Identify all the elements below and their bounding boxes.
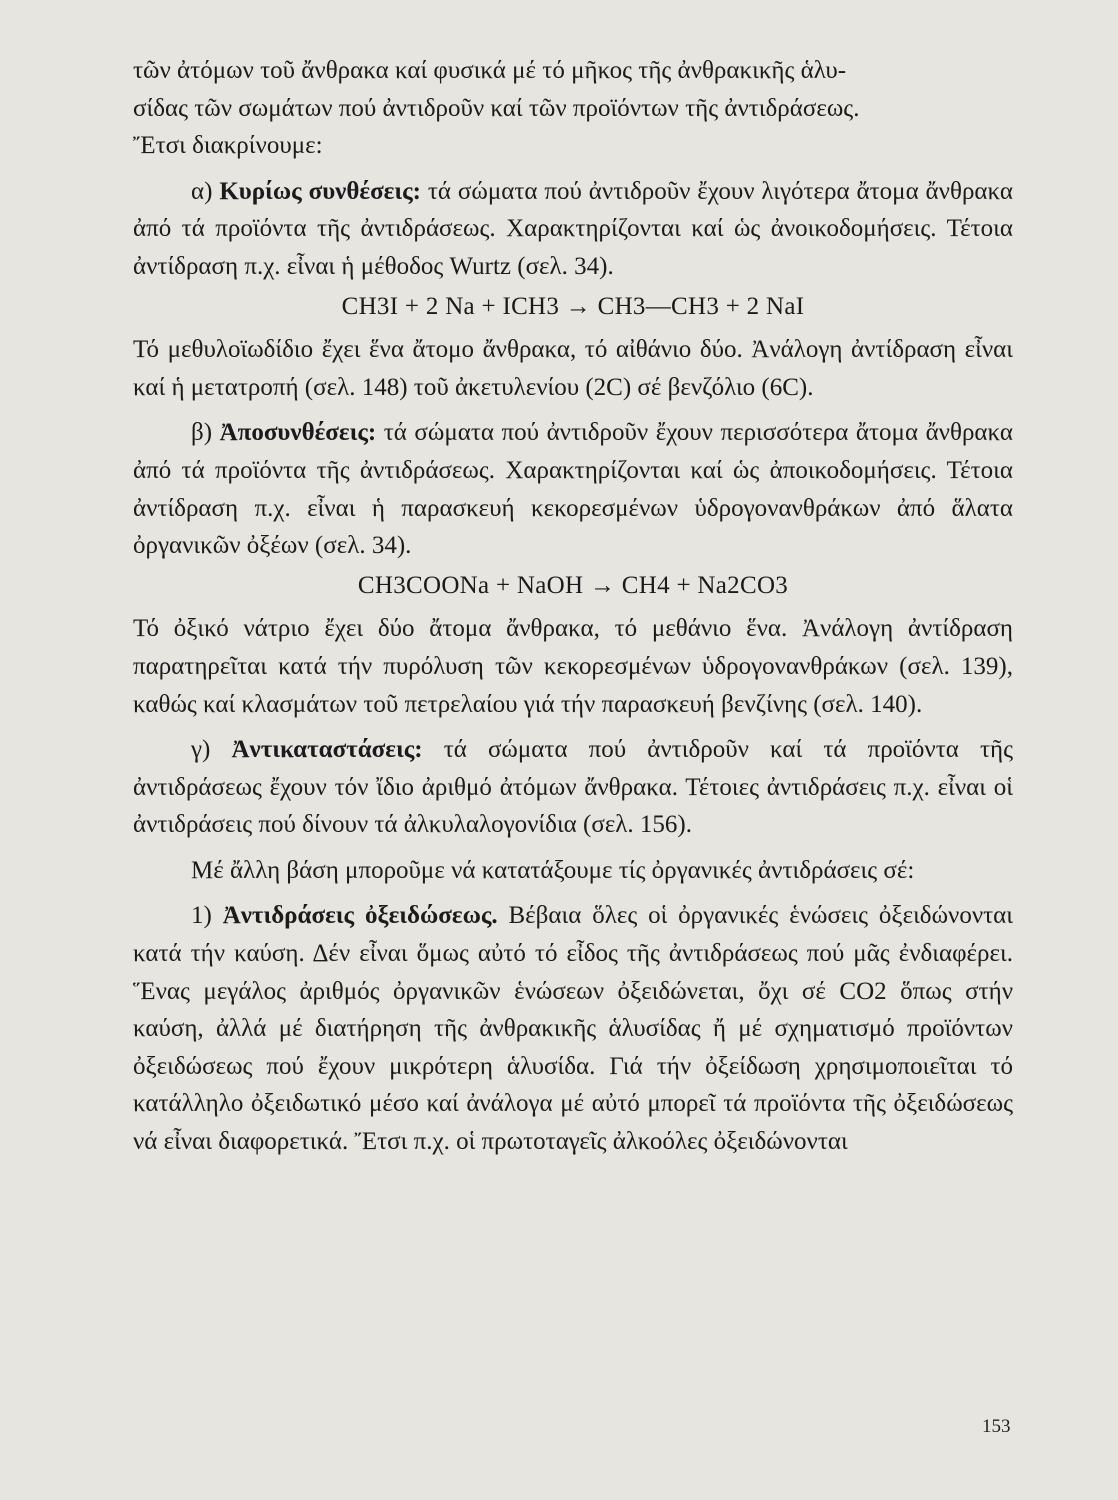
section-a-prefix: α)	[191, 177, 220, 205]
intro-line-3: Ἔτσι διακρίνουμε:	[133, 132, 323, 160]
body-text	[133, 52, 1013, 1161]
section-c-term: Ἀντικαταστάσεις:	[231, 736, 423, 764]
section-a-text: τά σώματα πού ἀντιδροῦν ἔχουν λιγότερα ἄτομα ἄνθρακα ἀπό τά προϊόντα τῆς ἀντιδράσεως. Χαρακτηρίζονται καί ὡς ἀνοικοδομήσεις. Τέτοια ἀντίδραση π.χ. εἶναι ἡ μέθοδος Wurtz (σελ. 34).	[133, 177, 1013, 280]
section-a-after: Τό μεθυλοϊωδίδιο ἔχει ἕνα ἄτομο ἄνθρακα, τό αἰθάνιο δύο. Ἀνάλογη ἀντίδραση εἶναι καί ἡ μετατροπή (σελ. 148) τοῦ ἀκετυλενίου (2C) σέ βενζόλιο (6C).	[133, 336, 1013, 401]
page-number: 153	[982, 1416, 1011, 1437]
section-b-text: τά σώματα πού ἀντιδροῦν ἔχουν περισσότερα ἄτομα ἄνθρακα ἀπό τά προϊόντα τῆς ἀντιδράσεως. Χαρακτηρίζονται καί ὡς ἀποικοδομήσεις. Τέτοια ἀντίδραση π.χ. εἶναι ἡ παρασκευή κεκορεσμένων ὑδρογονανθράκων ἀπό ἅλατα ὀργανικῶν ὀξέων (σελ. 34).	[133, 419, 1013, 560]
intro-line-2: σίδας τῶν σωμάτων πού ἀντιδροῦν καί τῶν προϊόντων τῆς ἀντιδράσεως.	[133, 94, 860, 122]
intro-line-1: τῶν ἀτόμων τοῦ ἄνθρακα καί φυσικά μέ τό μῆκος τῆς ἀνθρακικῆς ἁλυ-	[133, 57, 847, 84]
section-b-term: Ἀποσυνθέσεις:	[219, 419, 377, 447]
section-b-after: Τό ὀξικό νάτριο ἔχει δύο ἄτομα ἄνθρακα, τό μεθάνιο ἕνα. Ἀνάλογη ἀντίδραση παρατηρεῖται κατά τήν πυρόλυση τῶν κεκορεσμένων ὑδρογονανθράκων (σελ. 139), καθώς καί κλασμάτων τοῦ πετρελαίου γιά τήν παρασκευή βενζίνης (σελ. 140).	[133, 615, 1013, 718]
equation-wurtz: CH3I + 2 Na + ICH3 → CH3—CH3 + 2 NaI	[341, 292, 805, 320]
section-c-prefix: γ)	[191, 736, 232, 764]
section-b-prefix: β)	[191, 419, 220, 447]
section-1-prefix: 1)	[191, 902, 223, 930]
other-basis-paragraph: Μέ ἄλλη βάση μποροῦμε νά κατατάξουμε τίς ὀργανικές ἀντιδράσεις σέ:	[191, 856, 915, 884]
section-1-term: Ἀντιδράσεις ὀξειδώσεως.	[222, 902, 498, 930]
section-1-text: Βέβαια ὅλες οἱ ὀργανικές ἑνώσεις ὀξειδώνονται κατά τήν καύση. Δέν εἶναι ὅμως αὐτό τό εἶδος τῆς ἀντιδράσεως πού μᾶς ἐνδιαφέρει. Ἕνας μεγάλος ἀριθμός ὀργανικῶν ἑνώσεων ὀξειδώνεται, ὄχι σέ CO2 ὅπως στήν καύση, ἀλλά μέ διατήρηση τῆς ἀνθρακικῆς ἁλυσίδας ἤ μέ σχηματισμό προϊόντων ὀξειδώσεως πού ἔχουν μικρότερη ἁλυσίδα. Γιά τήν ὀξείδωση χρησιμοποιεῖται τό κατάλληλο ὀξειδωτικό μέσο καί ἀνάλογα μέ αὐτό μπορεῖ τά προϊόντα τῆς ὀξειδώσεως νά εἶναι διαφορετικά. Ἔτσι π.χ. οἱ πρωτοταγεῖς ἀλκοόλες ὀξειδώνονται	[133, 902, 1014, 1156]
section-a-term: Κυρίως συνθέσεις:	[219, 177, 421, 205]
section-1-paragraph	[133, 897, 1013, 1160]
section-c-paragraph	[133, 731, 1013, 844]
section-a-paragraph	[133, 173, 1013, 286]
equation-decarboxylation: CH3COONa + NaOH → CH4 + Na2CO3	[357, 571, 789, 599]
section-b-paragraph	[133, 414, 1013, 564]
section-c-text: τά σώματα πού ἀντιδροῦν καί τά προϊόντα τῆς ἀντιδράσεως ἔχουν τόν ἴδιο ἀριθμό ἀτόμων ἄνθρακα. Τέτοιες ἀντιδράσεις π.χ. εἶναι οἱ ἀντιδράσεις πού δίνουν τά ἀλκυλαλογονίδια (σελ. 156).	[133, 736, 1013, 839]
